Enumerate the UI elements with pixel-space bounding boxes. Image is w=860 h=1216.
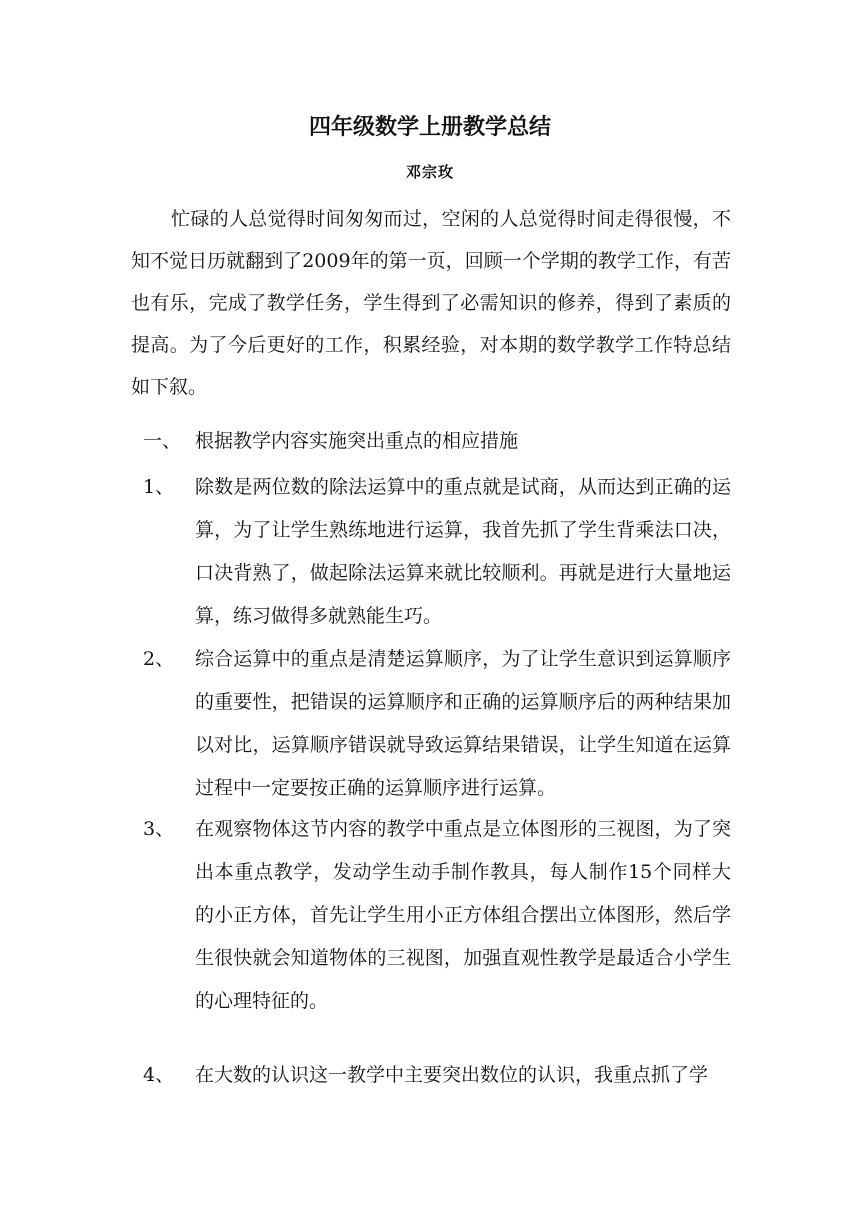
list-item-text: 在大数的认识这一教学中主要突出数位的认识，我重点抓了学 — [195, 1064, 709, 1086]
document-title: 四年级数学上册教学总结 — [308, 115, 551, 140]
list-item-text: 综合运算中的重点是清楚运算顺序，为了让学生意识到运算顺序的重要性，把错误的运算顺序和正确的运算顺序后的两种结果加以对比，运算顺序错误就导致运算结果错误，让学生知道在运算过程中一定要按正确的运算顺序进行运算。 — [195, 648, 731, 799]
author-name: 邓宗玫 — [405, 163, 454, 181]
list-item-number: 3、 — [143, 818, 175, 840]
list-item — [131, 1054, 731, 1097]
list-item-text: 除数是两位数的除法运算中的重点就是试商，从而达到正确的运算，为了让学生熟练地进行运算，我首先抓了学生背乘法口决，口决背熟了，做起除法运算来就比较顺利。再就是进行大量地运算，练习做得多就熟能生巧。 — [195, 476, 731, 627]
section-heading-marker: 一、 — [143, 430, 182, 452]
intro-paragraph: 忙碌的人总觉得时间匆匆而过，空闲的人总觉得时间走得很慢，不知不觉日历就翻到了2009年的第一页，回顾一个学期的教学工作，有苦也有乐，完成了教学任务，学生得到了必需知识的修养，得到了素质的提高。为了今后更好的工作，积累经验，对本期的数学教学工作特总结如下叙。 — [131, 208, 731, 398]
list-item — [131, 466, 731, 638]
list-item-number: 1、 — [143, 476, 175, 498]
list-item-number: 4、 — [143, 1064, 175, 1086]
list-item-number: 2、 — [143, 648, 175, 670]
list-item-text: 在观察物体这节内容的教学中重点是立体图形的三视图，为了突出本重点教学，发动学生动手制作教具，每人制作15个同样大的小正方体，首先让学生用小正方体组合摆出立体图形，然后学生很快就会知道物体的三视图，加强直观性教学是最适合小学生的心理特征的。 — [195, 818, 731, 1012]
list-item — [131, 808, 731, 1023]
list-item — [131, 638, 731, 810]
section-heading-text: 根据教学内容实施突出重点的相应措施 — [195, 430, 519, 452]
